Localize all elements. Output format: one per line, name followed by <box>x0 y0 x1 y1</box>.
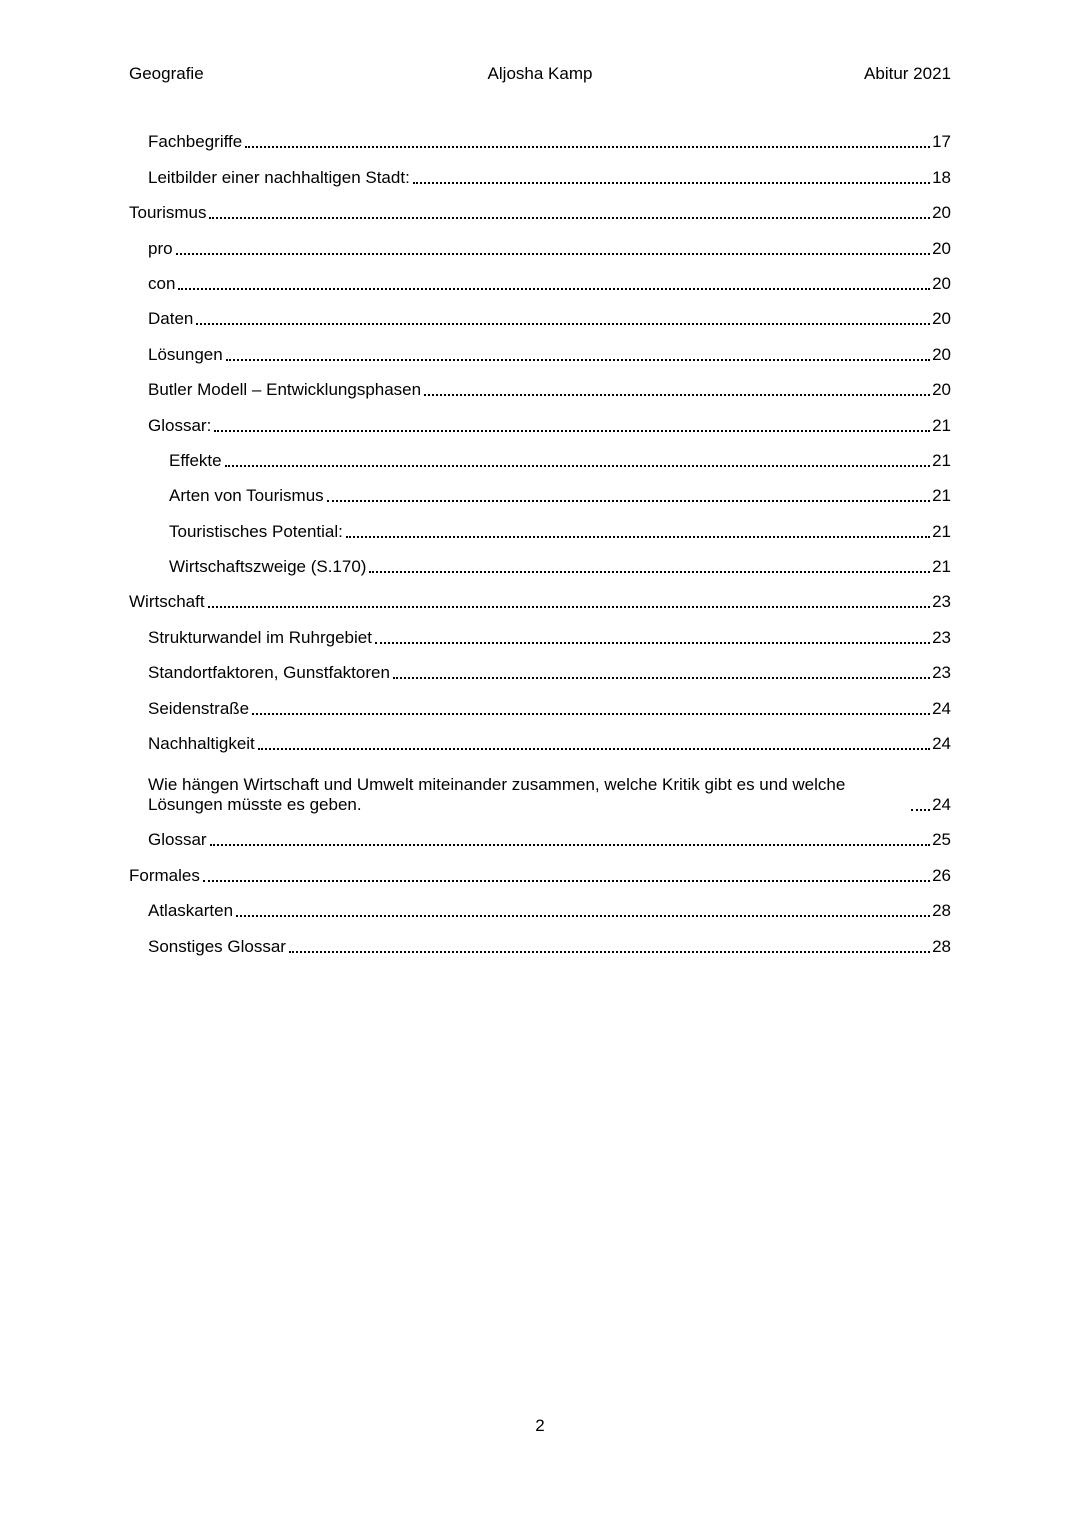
toc-entry-page: 21 <box>932 486 951 506</box>
toc-entry-title: Wirtschaft <box>129 592 205 612</box>
toc-entry[interactable] <box>129 928 951 963</box>
toc-dot-leader <box>226 359 930 361</box>
toc-dot-leader <box>196 323 930 325</box>
toc-entry[interactable] <box>129 478 951 513</box>
toc-entry-page: 26 <box>932 865 951 885</box>
toc-entry-title: Formales <box>129 865 200 885</box>
toc-dot-leader <box>209 217 930 219</box>
toc-entry-page: 28 <box>932 901 951 921</box>
toc-entry[interactable] <box>129 159 951 194</box>
toc-dot-leader <box>178 288 930 290</box>
toc-entry[interactable] <box>129 619 951 654</box>
toc-entry-page: 21 <box>932 557 951 577</box>
toc-dot-leader <box>327 500 930 502</box>
toc-entry-title: Butler Modell – Entwicklungsphasen <box>148 380 422 400</box>
toc-entry[interactable] <box>129 513 951 548</box>
toc-entry[interactable] <box>129 407 951 442</box>
table-of-contents <box>129 124 951 964</box>
toc-entry-title: pro <box>148 238 173 258</box>
toc-dot-leader <box>176 253 931 255</box>
toc-entry-page: 23 <box>932 592 951 612</box>
toc-entry-title: Tourismus <box>129 203 207 223</box>
toc-entry-page: 20 <box>932 309 951 329</box>
toc-entry[interactable] <box>129 549 951 584</box>
toc-entry-title: Wie hängen Wirtschaft und Umwelt miteinander zusammen, welche Kritik gibt es und welche Lösungen müsste es geben. <box>148 775 846 815</box>
toc-entry-title: Standortfaktoren, Gunstfaktoren <box>148 663 390 683</box>
toc-entry-page: 23 <box>932 663 951 683</box>
toc-entry[interactable] <box>129 584 951 619</box>
toc-entry-page: 18 <box>932 167 951 187</box>
header-exam: Abitur 2021 <box>864 64 951 83</box>
toc-dot-leader <box>203 880 930 882</box>
toc-entry-title: Glossar <box>148 830 207 850</box>
page-number: 2 <box>535 1416 545 1435</box>
toc-dot-leader <box>346 536 930 538</box>
toc-entry[interactable] <box>129 655 951 690</box>
toc-entry-page: 20 <box>932 273 951 293</box>
toc-entry-title: Nachhaltigkeit <box>148 734 255 754</box>
toc-entry-title: Glossar: <box>148 415 212 435</box>
toc-entry-title: Seidenstraße <box>148 698 250 718</box>
toc-dot-leader <box>225 465 930 467</box>
toc-entry-page: 23 <box>932 627 951 647</box>
toc-entry-title: Sonstiges Glossar <box>148 936 286 956</box>
toc-entry[interactable] <box>129 726 951 761</box>
toc-entry[interactable] <box>129 266 951 301</box>
toc-dot-leader <box>369 571 930 573</box>
toc-entry[interactable] <box>129 857 951 892</box>
toc-dot-leader <box>210 844 931 846</box>
toc-entry-title: Daten <box>148 309 194 329</box>
toc-entry-title: Touristisches Potential: <box>169 521 343 541</box>
toc-entry-title: Atlaskarten <box>148 901 234 921</box>
toc-dot-leader <box>245 146 930 148</box>
toc-entry-title: Lösungen <box>148 344 223 364</box>
toc-entry[interactable] <box>129 301 951 336</box>
header-subject: Geografie <box>129 64 204 83</box>
toc-dot-leader <box>236 915 930 917</box>
toc-entry[interactable] <box>129 761 951 822</box>
toc-entry[interactable] <box>129 443 951 478</box>
toc-entry[interactable] <box>129 230 951 265</box>
toc-entry-page: 21 <box>932 521 951 541</box>
toc-entry-title: Leitbilder einer nachhaltigen Stadt: <box>148 167 410 187</box>
toc-dot-leader <box>258 748 930 750</box>
toc-dot-leader <box>208 606 931 608</box>
toc-entry[interactable] <box>129 893 951 928</box>
toc-entry-title: Wirtschaftszweige (S.170) <box>169 557 367 577</box>
toc-dot-leader <box>911 809 930 811</box>
toc-entry[interactable] <box>129 822 951 857</box>
toc-entry[interactable] <box>129 124 951 159</box>
toc-entry-title: Arten von Tourismus <box>169 486 324 506</box>
toc-dot-leader <box>393 677 930 679</box>
toc-entry-page: 28 <box>932 936 951 956</box>
toc-entry-page: 21 <box>932 415 951 435</box>
toc-entry-title: Strukturwandel im Ruhrgebiet <box>148 627 372 647</box>
toc-entry-page: 17 <box>932 132 951 152</box>
toc-entry[interactable] <box>129 690 951 725</box>
toc-entry-page: 20 <box>932 380 951 400</box>
toc-entry[interactable] <box>129 336 951 371</box>
toc-entry-page: 20 <box>932 344 951 364</box>
toc-dot-leader <box>289 951 930 953</box>
toc-entry[interactable] <box>129 195 951 230</box>
page-header <box>129 64 951 90</box>
toc-entry-page: 21 <box>932 450 951 470</box>
toc-dot-leader <box>214 430 930 432</box>
toc-entry-title: Effekte <box>169 450 222 470</box>
toc-entry-page: 20 <box>932 203 951 223</box>
toc-dot-leader <box>252 713 930 715</box>
toc-entry-title: Fachbegriffe <box>148 132 243 152</box>
header-author: Aljosha Kamp <box>487 64 593 83</box>
toc-dot-leader <box>424 394 930 396</box>
toc-dot-leader <box>413 182 930 184</box>
toc-entry-title: con <box>148 273 176 293</box>
toc-dot-leader <box>375 642 930 644</box>
toc-entry-page: 24 <box>932 734 951 754</box>
toc-entry-page: 25 <box>932 830 951 850</box>
toc-entry[interactable] <box>129 372 951 407</box>
toc-entry-page: 24 <box>932 698 951 718</box>
toc-entry-page: 24 <box>932 795 951 815</box>
toc-entry-page: 20 <box>932 238 951 258</box>
